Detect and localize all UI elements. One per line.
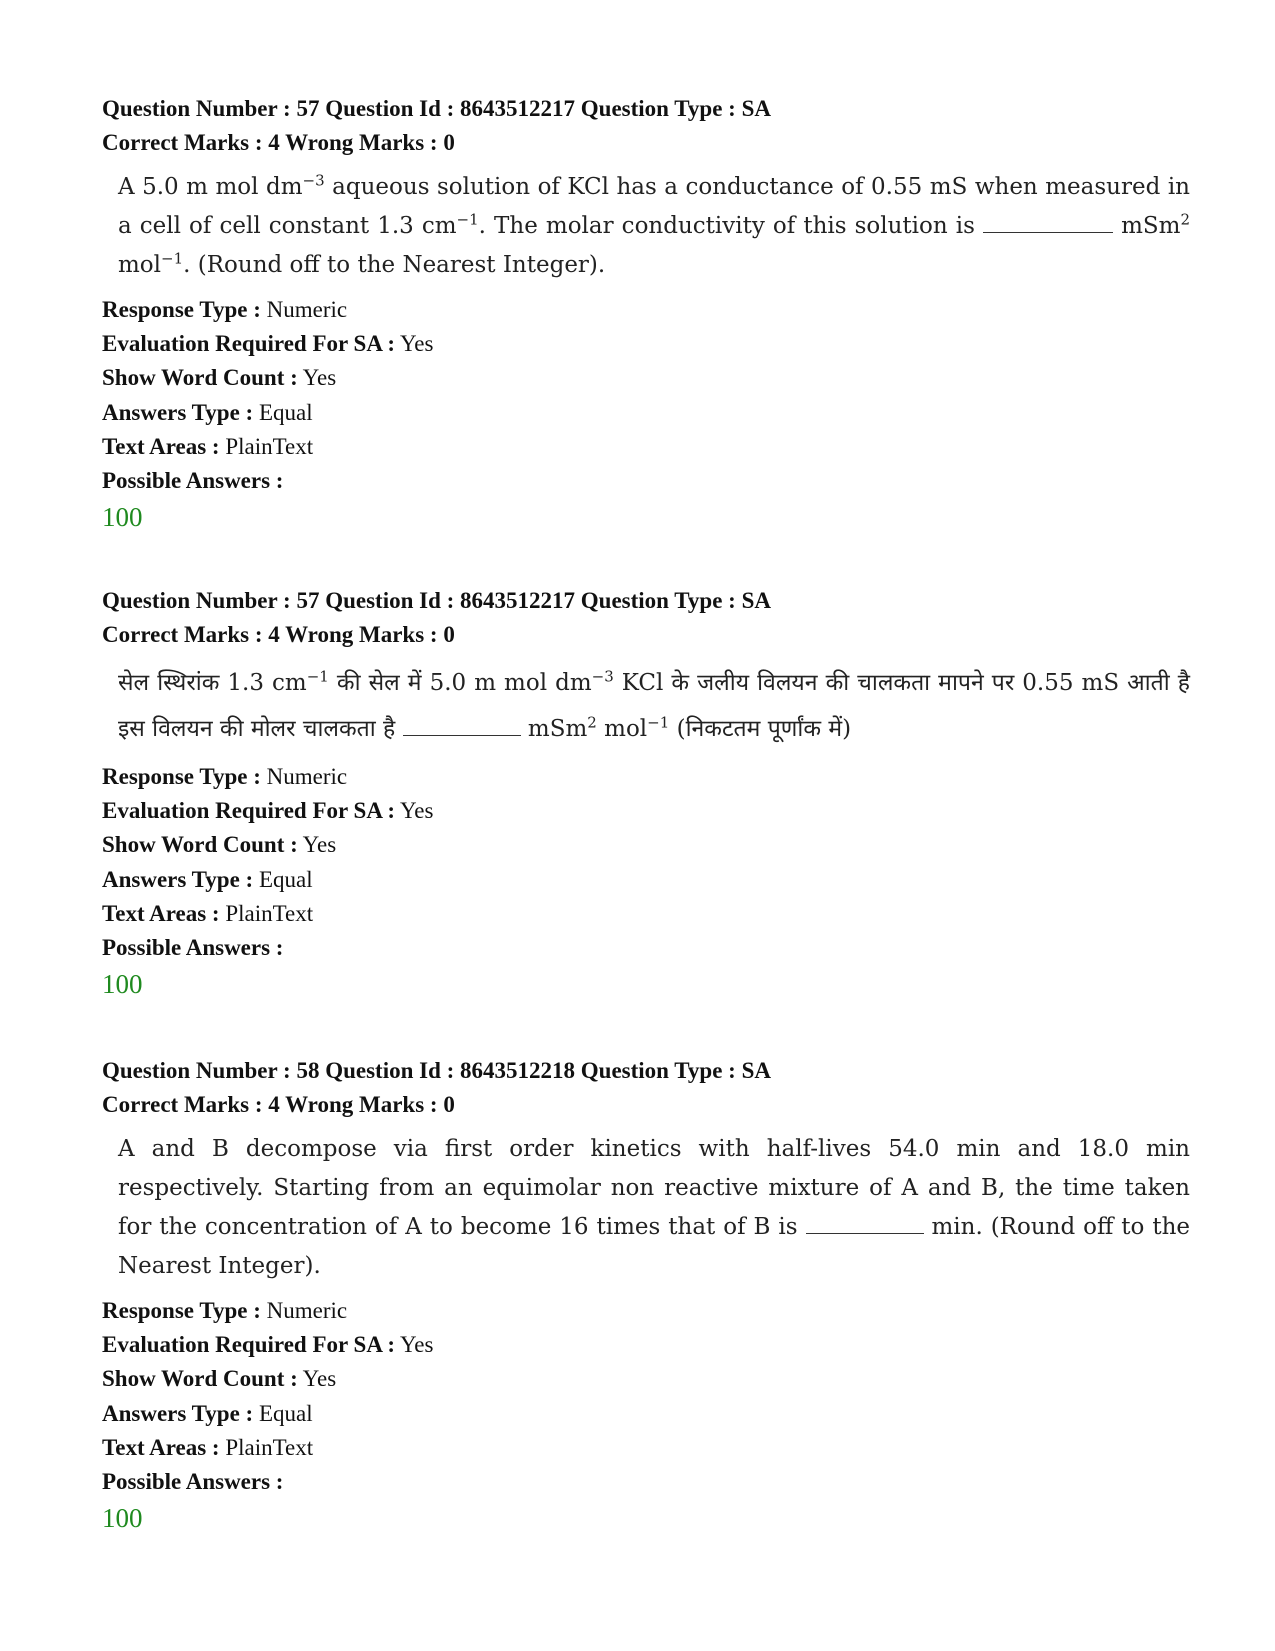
field-value: PlainText [219, 433, 314, 459]
field-key: Response Type : [102, 297, 261, 322]
question-text-part: mSm [520, 716, 588, 742]
superscript: −1 [161, 249, 184, 268]
answers-type-row [102, 863, 1192, 897]
field-value: Yes [395, 798, 434, 824]
evaluation-required-row [102, 1328, 1192, 1362]
question-text-part: . (Round off to the Nearest Integer). [183, 252, 606, 278]
question-text-part: सेल स्थिरांक 1.3 cm [118, 670, 307, 696]
superscript: −1 [306, 667, 329, 686]
answer-blank [983, 212, 1113, 233]
question-text-part: KCl के जलीय विलयन की चालकता मापने पर 0.55 mS आती है इस विलयन की मोलर चालकता है [118, 670, 1190, 742]
field-value: Yes [297, 365, 337, 391]
field-value: Yes [297, 1366, 337, 1392]
field-key: Text Areas : [102, 900, 220, 926]
field-value: Numeric [260, 297, 348, 322]
field-key: Show Word Count : [102, 1366, 298, 1392]
question-text-part: aqueous solution of KCl has a conductance of 0.55 mS when measured in a cell of cell constant 1.3 cm [118, 174, 1190, 239]
answers-type-row [102, 1397, 1192, 1431]
field-value: Numeric [260, 764, 348, 789]
field-key: Response Type : [102, 1298, 261, 1323]
field-key: Show Word Count : [102, 365, 298, 391]
superscript: −3 [591, 667, 614, 686]
superscript: 2 [587, 713, 597, 732]
field-key: Evaluation Required For SA : [102, 798, 396, 824]
possible-answer-value: 100 [102, 502, 143, 533]
field-key: Response Type : [102, 764, 261, 789]
question-header: Question Number : 57 Question Id : 8643512217 Question Type : SA [102, 588, 771, 613]
field-key: Possible Answers : [102, 468, 284, 494]
field-value: Equal [253, 866, 313, 892]
field-key: Possible Answers : [102, 935, 284, 961]
question-text [118, 168, 1190, 285]
field-key: Text Areas : [102, 433, 220, 459]
superscript: 2 [1180, 210, 1190, 229]
field-key: Show Word Count : [102, 832, 298, 858]
question-text-part: की सेल में 5.0 m mol dm [328, 670, 592, 696]
evaluation-required-row [102, 794, 1192, 828]
field-key: Answers Type : [102, 1400, 254, 1426]
field-value: Yes [395, 1332, 434, 1358]
field-value: Equal [253, 399, 313, 425]
question-text-part: mol [118, 252, 162, 278]
response-type-row [102, 293, 1192, 327]
question-header: Question Number : 57 Question Id : 8643512217 Question Type : SA [102, 96, 771, 121]
question-marks: Correct Marks : 4 Wrong Marks : 0 [102, 1092, 455, 1117]
answer-blank [403, 715, 521, 736]
field-value: Yes [297, 832, 337, 858]
text-areas-row [102, 1431, 1192, 1465]
field-value: PlainText [219, 1434, 314, 1460]
evaluation-required-row [102, 327, 1192, 361]
question-text-part: . The molar conductivity of this solution is [478, 213, 983, 239]
possible-answer-value: 100 [102, 969, 143, 1000]
superscript: −1 [647, 713, 670, 732]
question-text [118, 1130, 1190, 1286]
question-text-part: (निकटतम पूर्णांक में) [669, 716, 852, 742]
field-key: Answers Type : [102, 866, 254, 892]
field-key: Evaluation Required For SA : [102, 331, 396, 357]
question-block-57-hindi [102, 584, 1192, 1002]
field-key: Possible Answers : [102, 1469, 284, 1495]
possible-answer-value: 100 [102, 1503, 143, 1534]
answer-blank [806, 1213, 924, 1234]
question-text-part: A 5.0 m mol dm [118, 174, 303, 200]
question-text-part: A and B decompose via first order kinetics with half-lives 54.0 min and 18.0 min respectively. Starting from an equimolar non reactive mixture of A and B, the time taken for the concentration of A to become 16 times that of B is [118, 1136, 1190, 1240]
question-header: Question Number : 58 Question Id : 8643512218 Question Type : SA [102, 1058, 771, 1083]
superscript: −1 [456, 210, 479, 229]
field-value: Yes [395, 331, 434, 357]
show-word-count-row [102, 1362, 1192, 1396]
possible-answers-row [102, 464, 1192, 498]
question-text-part: mol [596, 716, 648, 742]
show-word-count-row [102, 361, 1192, 395]
text-areas-row [102, 430, 1192, 464]
text-areas-row [102, 897, 1192, 931]
superscript: −3 [302, 171, 325, 190]
show-word-count-row [102, 828, 1192, 862]
question-marks: Correct Marks : 4 Wrong Marks : 0 [102, 130, 455, 155]
field-value: PlainText [219, 900, 314, 926]
field-value: Numeric [260, 1298, 348, 1323]
field-value: Equal [253, 1400, 313, 1426]
question-text-part: min. (Round off to the Nearest Integer). [118, 1214, 1190, 1279]
field-key: Evaluation Required For SA : [102, 1332, 396, 1358]
possible-answers-row [102, 1465, 1192, 1499]
response-type-row [102, 1294, 1192, 1328]
question-block-58-english [102, 1054, 1192, 1536]
answers-type-row [102, 396, 1192, 430]
field-key: Answers Type : [102, 399, 254, 425]
response-type-row [102, 760, 1192, 794]
question-block-57-english [102, 92, 1192, 535]
question-text-part: mSm [1113, 213, 1181, 239]
question-text [118, 660, 1190, 752]
question-marks: Correct Marks : 4 Wrong Marks : 0 [102, 622, 455, 647]
possible-answers-row [102, 931, 1192, 965]
field-key: Text Areas : [102, 1434, 220, 1460]
